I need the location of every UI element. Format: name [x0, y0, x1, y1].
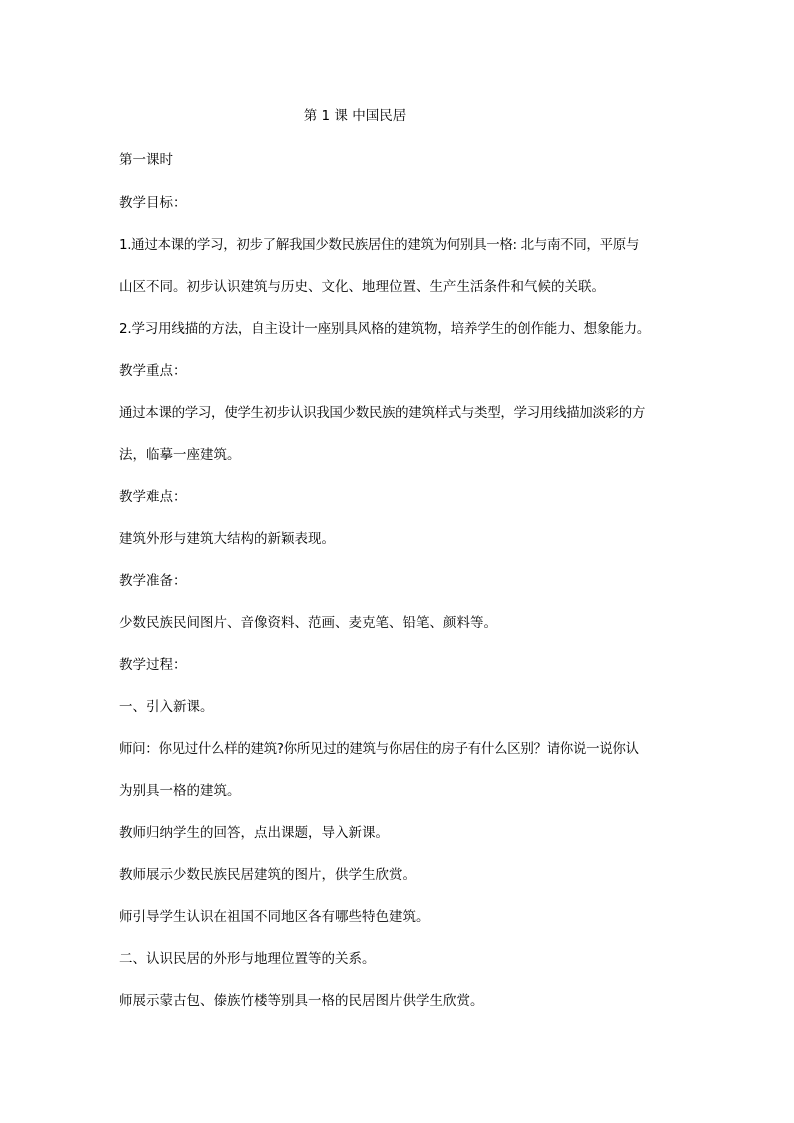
text-line: 教学准备： [119, 573, 187, 589]
text-line: 少数民族民间图片、音像资料、范画、麦克笔、铅笔、颜料等。 [119, 615, 497, 631]
text-line: 二、认识民居的外形与地理位置等的关系。 [119, 951, 376, 967]
text-line: 教学目标： [119, 195, 187, 211]
text-line: 教师归纳学生的回答，点出课题，导入新课。 [119, 825, 389, 841]
text-line: 师引导学生认识在祖国不同地区各有哪些特色建筑。 [119, 909, 430, 925]
text-line: 为别具一格的建筑。 [119, 783, 241, 799]
text-line: 1.通过本课的学习，初步了解我国少数民族居住的建筑为何别具一格: 北与南不同，平原与 [119, 237, 640, 253]
text-line: 教学难点： [119, 489, 187, 505]
text-line: 建筑外形与建筑大结构的新颖表现。 [119, 531, 335, 547]
text-line: 山区不同。初步认识建筑与历史、文化、地理位置、生产生活条件和气候的关联。 [119, 279, 605, 295]
text-line: 2.学习用线描的方法，自主设计一座别具风格的建筑物，培养学生的创作能力、想象能力。 [119, 321, 651, 337]
text-line: 教学重点： [119, 363, 187, 379]
text-line: 教师展示少数民族民居建筑的图片，供学生欣赏。 [119, 867, 416, 883]
text-line: 第一课时 [119, 152, 173, 168]
text-line: 法，临摹一座建筑。 [119, 447, 241, 463]
text-line: 教学过程： [119, 657, 187, 673]
page-title: 第 1 课 中国民居 [303, 108, 407, 124]
text-line: 一、引入新课。 [119, 699, 214, 715]
text-line: 师问：你见过什么样的建筑?你所见过的建筑与你居住的房子有什么区别？请你说一说你认 [119, 741, 639, 757]
text-line: 通过本课的学习，使学生初步认识我国少数民族的建筑样式与类型，学习用线描加淡彩的方 [119, 405, 645, 421]
text-line: 师展示蒙古包、傣族竹楼等别具一格的民居图片供学生欣赏。 [119, 993, 484, 1009]
